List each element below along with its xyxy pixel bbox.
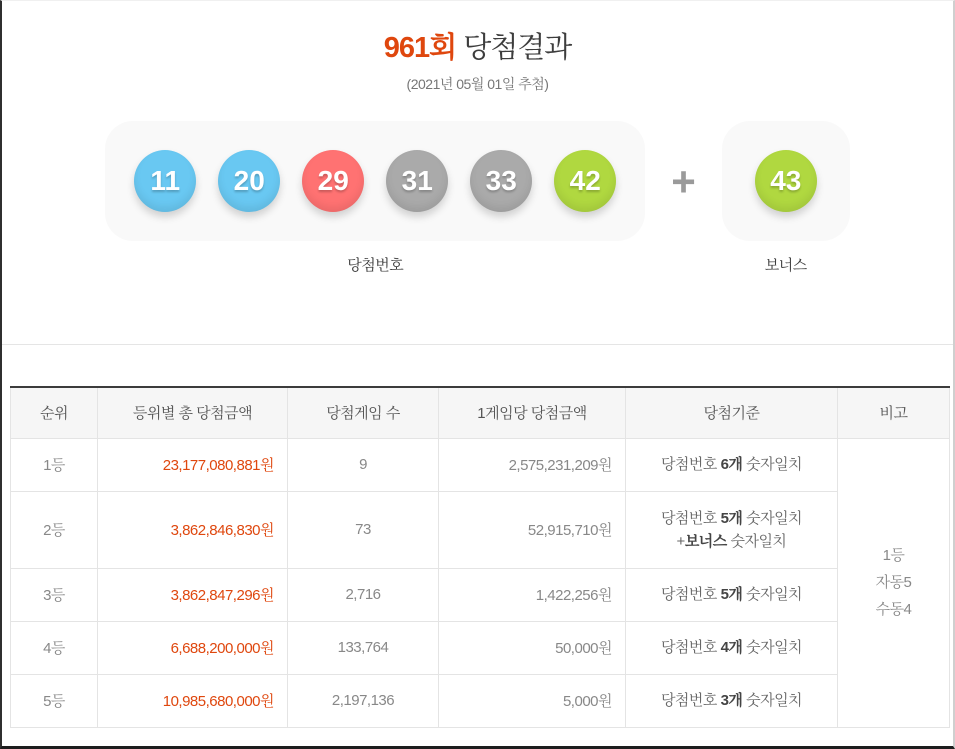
- winning-numbers-group: [105, 121, 645, 275]
- criteria-line: 당첨번호 5개 숫자일치: [660, 509, 803, 527]
- total-prize-cell: 23,177,080,881원: [98, 438, 288, 491]
- header-remark: 비고: [838, 387, 950, 438]
- lotto-ball: 20: [218, 150, 280, 212]
- rank-cell: 5등: [11, 674, 98, 727]
- rank-cell: 3등: [11, 568, 98, 621]
- remark-line: 자동5: [875, 574, 912, 591]
- remark-line: 수동4: [875, 601, 912, 618]
- total-prize-cell: 3,862,846,830원: [98, 491, 288, 568]
- prize-per-game-cell: 2,575,231,209원: [439, 438, 626, 491]
- table-row: [11, 621, 950, 674]
- total-prize-cell: 6,688,200,000원: [98, 621, 288, 674]
- prize-per-game-cell: 50,000원: [439, 621, 626, 674]
- winning-games-cell: 9: [288, 438, 439, 491]
- results-tbody: [11, 438, 950, 727]
- header-prize-per-game: 1게임당 당첨금액: [439, 387, 626, 438]
- rank-cell: 4등: [11, 621, 98, 674]
- draw-result-hero: [2, 1, 953, 275]
- page-title: [2, 31, 953, 65]
- prize-table: [10, 386, 950, 728]
- criteria-cell: [626, 491, 838, 568]
- criteria-line: 당첨번호 6개 숫자일치: [660, 456, 803, 473]
- header-rank: 순위: [11, 387, 98, 438]
- draw-date: (2021년 05월 01일 추첨): [406, 76, 549, 92]
- plus-icon: +: [671, 157, 696, 205]
- draw-numbers-section: [2, 121, 953, 275]
- lotto-ball: 42: [554, 150, 616, 212]
- criteria-cell: [626, 621, 838, 674]
- header-total-prize: 등위별 총 당첨금액: [98, 387, 288, 438]
- header-winning-games: 당첨게임 수: [288, 387, 439, 438]
- remark-cell: [838, 438, 950, 727]
- remark-line: 1등: [882, 547, 905, 564]
- lotto-ball: 43: [755, 150, 817, 212]
- winning-games-cell: 73: [288, 491, 439, 568]
- table-row: [11, 438, 950, 491]
- section-divider: [2, 344, 953, 345]
- total-prize-cell: 10,985,680,000원: [98, 674, 288, 727]
- total-prize-cell: 3,862,847,296원: [98, 568, 288, 621]
- prize-per-game-cell: 1,422,256원: [439, 568, 626, 621]
- rank-cell: 2등: [11, 491, 98, 568]
- criteria-cell: [626, 438, 838, 491]
- criteria-line: +보너스 숫자일치: [676, 532, 787, 550]
- table-row: [11, 674, 950, 727]
- bonus-label: 보너스: [764, 257, 807, 274]
- lotto-ball: 31: [386, 150, 448, 212]
- bonus-panel: [722, 121, 850, 241]
- table-row: [11, 491, 950, 568]
- winning-numbers-panel: [105, 121, 645, 241]
- draw-round-number: 961회: [383, 32, 457, 64]
- lotto-ball: 11: [134, 150, 196, 212]
- header-row: [11, 387, 950, 438]
- criteria-line: 당첨번호 5개 숫자일치: [660, 586, 803, 603]
- winning-games-cell: 133,764: [288, 621, 439, 674]
- criteria-cell: [626, 568, 838, 621]
- prize-per-game-cell: 5,000원: [439, 674, 626, 727]
- criteria-line: 당첨번호 4개 숫자일치: [660, 639, 803, 656]
- page-title-text: 당첨결과: [456, 32, 572, 64]
- prize-per-game-cell: 52,915,710원: [439, 491, 626, 568]
- winning-games-cell: 2,716: [288, 568, 439, 621]
- lotto-ball: 33: [470, 150, 532, 212]
- prize-table-container: [10, 386, 945, 728]
- prize-table-head: [11, 387, 950, 438]
- winning-numbers-label: 당첨번호: [347, 257, 404, 274]
- winning-games-cell: 2,197,136: [288, 674, 439, 727]
- criteria-line: 당첨번호 3개 숫자일치: [660, 692, 803, 709]
- bonus-group: [722, 121, 850, 275]
- table-row: [11, 568, 950, 621]
- rank-cell: 1등: [11, 438, 98, 491]
- lotto-ball: 29: [302, 150, 364, 212]
- criteria-cell: [626, 674, 838, 727]
- header-criteria: 당첨기준: [626, 387, 838, 438]
